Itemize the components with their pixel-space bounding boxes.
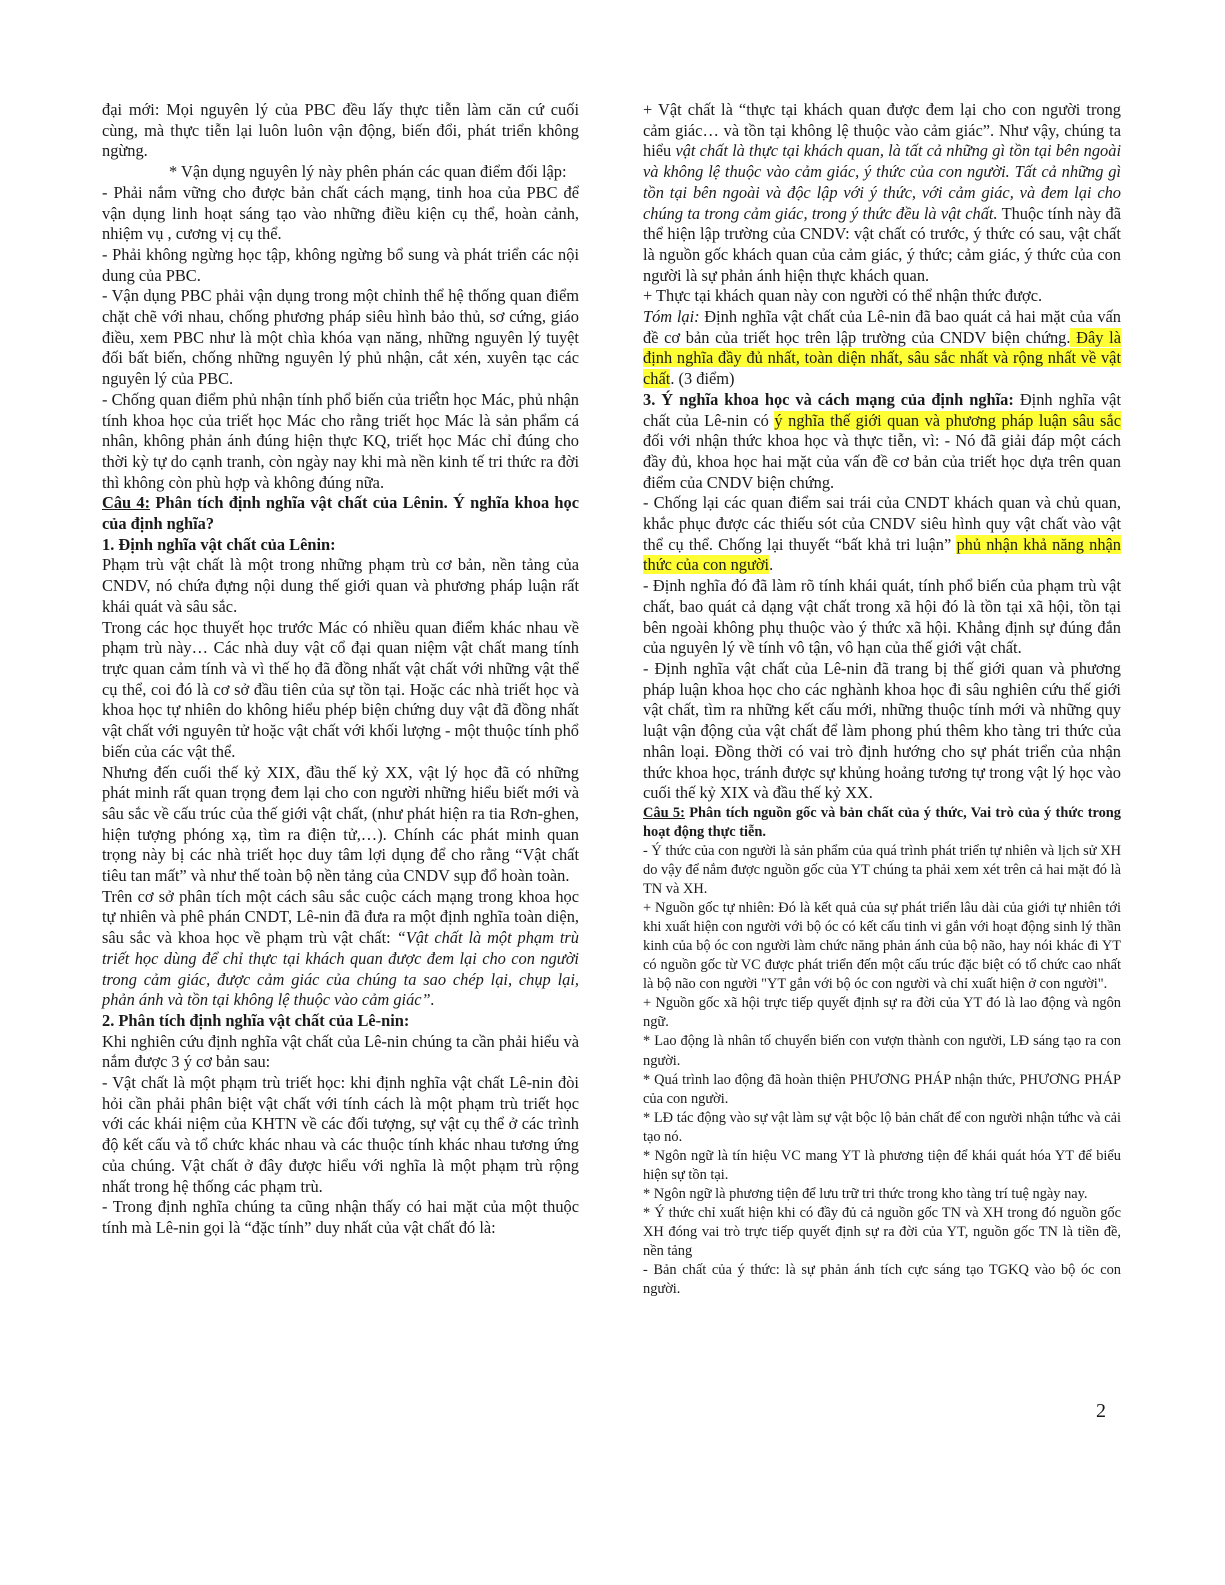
paragraph: + Nguồn gốc xã hội trực tiếp quyết định sự ra đời của YT đó là lao động và ngôn ngữ.	[643, 995, 1121, 1031]
paragraph: Khi nghiên cứu định nghĩa vật chất của Lê-nin chúng ta cần phải hiểu và nắm được 3 ý cơ bản sau:	[102, 1031, 579, 1072]
text-run: Định nghĩa vật chất của Lê-nin có	[643, 389, 1121, 430]
page-number: 2	[1096, 1400, 1106, 1422]
italic-run: vật chất là thực tại khách quan, là tất cả những gì tồn tại bên ngoài và không lệ thuộc vào cảm giác, ý thức của con người. Tất cả những gì tồn tại bên ngoài và độc lập với ý thức, với cảm giác, và đem lại cho chúng ta trong cảm giác, trong ý thức đều là vật chất.	[643, 141, 1121, 223]
paragraph	[643, 100, 1121, 286]
paragraph	[102, 887, 579, 1011]
paragraph: Phạm trù vật chất là một trong những phạm trù cơ bản, nền tảng của CNDV, nó chứa đựng nội dung thế giới quan và phương pháp luận rất khái quát và sâu sắc.	[102, 555, 579, 616]
section-heading: 1. Định nghĩa vật chất của Lênin:	[102, 534, 336, 554]
question-text: Phân tích định nghĩa vật chất của Lênin. Ý nghĩa khoa học của định nghĩa?	[102, 493, 579, 534]
paragraph	[643, 493, 1121, 576]
question-text: Phân tích nguồn gốc và bản chất của ý thức, Vai trò của ý thức trong hoạt động thực tiễn.	[643, 804, 1122, 840]
paragraph: - Định nghĩa vật chất của Lê-nin đã trang bị thế giới quan và phương pháp luận khoa học cho các nghành khoa học đi sâu nghiên cứu thế giới vật chất, tìm ra những kết cấu mới, những thuộc tính mới và những quy luật vận động của vật chất để làm phong phú thêm kho tàng tri thức của nhân loại. Đồng thời có vai trò định hướng cho sự phát triển của nhận thức khoa học, tránh được sự khủng hoảng tương tự trong vật lý học vào cuối thế kỷ XIX và đầu thế kỷ XX.	[643, 658, 1121, 803]
paragraph	[643, 307, 1121, 390]
paragraph: - Vật chất là một phạm trù triết học: khi định nghĩa vật chất Lê-nin đòi hỏi cần phải phân biệt vật chất với tính cách là một phạm trù triết học với các khái niệm của KHTN về các đối tượng, sự vật cụ thể ở các trình độ kết cấu và tổ chức khác nhau và các thuộc tính khác nhau tương ứng của chúng. Vật chất ở đây được hiểu với nghĩa là một phạm trù rộng nhất trong hệ thống các phạm trù.	[102, 1073, 579, 1196]
text-run: Thuộc tính này đã thể hiện lập trường của CNDV: vật chất có trước, ý thức có sau, vật chất là nguồn gốc khách quan của cảm giác, ý thức; cảm giác, ý thức của con người là sự phản ánh hiện thực khách quan.	[643, 203, 1121, 285]
paragraph	[643, 390, 1121, 494]
question-4-heading	[102, 493, 579, 534]
paragraph: - Ý thức của con người là sản phẩm của quá trình phát triển tự nhiên và lịch sử XH do vậy để nắm được nguồn gốc của YT chúng ta phải xem xét trên cả hai mặt đó là TN và XH.	[643, 843, 1121, 898]
paragraph: - Bản chất của ý thức: là sự phản ánh tích cực sáng tạo TGKQ vào bộ óc con người.	[643, 1262, 1121, 1298]
text-run: - Chống lại các quan điểm sai trái của CNDT khách quan và chủ quan, khắc phục được các thiếu sót của CNDV siêu hình quy vật chất vào vật thể cụ thể. Chống lại thuyết “bất khả tri luận”	[643, 493, 1121, 554]
paragraph: * Ngôn ngữ là phương tiện để lưu trữ tri thức trong kho tàng trí tuệ ngày nay.	[643, 1185, 1088, 1202]
paragraph: - Trong định nghĩa chúng ta cũng nhận thấy có hai mặt của một thuộc tính mà Lê-nin gọi là “đặc tính” duy nhất của vật chất đó là:	[102, 1197, 579, 1237]
paragraph: * Quá trình lao động đã hoàn thiện PHƯƠNG PHÁP nhận thức, PHƯƠNG PHÁP của con người.	[643, 1071, 1121, 1107]
text-run: . (3 điểm)	[670, 369, 735, 389]
highlighted-text: phủ nhận khả năng nhận thức của con người	[643, 534, 1121, 575]
paragraph: * Vận dụng nguyên lý này phên phán các quan điểm đối lập:	[169, 162, 567, 182]
paragraph: - Phải nắm vững cho được bản chất cách mạng, tinh hoa của PBC để vận dụng linh hoạt sáng tạo vào những điều kiện cụ thể, hoàn cảnh, nhiệm vụ , cương vị cụ thể.	[102, 182, 579, 244]
text-run: Định nghĩa vật chất của Lê-nin đã bao quát cả hai mặt của vấn đề cơ bản của triết học trên lập trường của CNDV biện chứng.	[643, 307, 1121, 347]
italic-run: Tóm lại:	[643, 307, 700, 327]
question-5-heading	[643, 804, 1121, 842]
text-run: đối với nhận thức khoa học và thực tiễn, vì: - Nó đã giải đáp một cách đầy đủ, khoa học hai mặt của vấn đề cơ bản của triết học dựa trên quan điểm của CNDV biện chứng.	[643, 431, 1121, 492]
left-column	[102, 100, 579, 1239]
paragraph: * Lao động là nhân tố chuyển biến con vượn thành con người, LĐ sáng tạo ra con người.	[643, 1033, 1121, 1069]
text-run: + Vật chất là “thực tại khách quan được đem lại cho con người trong cảm giác… và tồn tại không lệ thuộc vào cảm giác”. Như vậy, chúng ta hiểu	[643, 100, 1121, 161]
paragraph: đại mới: Mọi nguyên lý của PBC đều lấy thực tiễn làm căn cứ cuối cùng, mà thực tiễn lại luôn luôn vận động, biến đổi, phát triển không ngừng.	[102, 100, 579, 161]
definition-quote: “Vật chất là một phạm trù triết học dùng để chỉ thực tại khách quan được đem lại cho con người trong cảm giác, được cảm giác của chúng ta sao chép lại, chụp lại, phản ánh và tồn tại không lệ thuộc vào cảm giác”.	[102, 928, 579, 1010]
paragraph: - Chống quan điểm phủ nhận tính phổ biến của triết̀n học Mác, phủ nhận tính khoa học của triết học Mác cho rằng triết học Mác là sản phẩm cá nhân, không phản ánh đúng hiện thực KQ, triết học Mác chỉ đúng cho thời kỳ tự do cạnh tranh, còn ngày nay khi mà nền kinh tế tri thức ra đời thì không còn phù hợp và không đúng nữa.	[102, 389, 579, 492]
text-run: Trên cơ sở phân tích một cách sâu sắc cuộc cách mạng trong khoa học tự nhiên và phê phán CNDT, Lê-nin đã đưa ra một định nghĩa toàn diện, sâu sắc và khoa học về phạm trù vật chất:	[102, 886, 579, 948]
section-heading: 2. Phân tích định nghĩa vật chất của Lê-nin:	[102, 1010, 410, 1030]
paragraph: * Ngôn ngữ là tín hiệu VC mang YT là phương tiện để khái quát hóa YT để biểu hiện sự tồn tại.	[643, 1147, 1121, 1183]
paragraph: - Phải không ngừng học tập, không ngừng bổ sung và phát triển các nội dung của PBC.	[102, 244, 579, 285]
paragraph: Trong các học thuyết học trước Mác có nhiều quan điểm khác nhau về phạm trù này… Các nhà duy vật cổ đại quan niệm vật chất mang tính trực quan cảm tính và vì thế họ đã đồng nhất vật chất với những vật thể cụ thể, coi đó là cơ sở đầu tiên của sự tồn tại. Hoặc các nhà triết học và khoa học tự nhiên do không hiểu phép biện chứng duy vật đã đồng nhất vật chất với nguyên tử hoặc vật chất với khối lượng - một thuộc tính phổ biến của các vật thể.	[102, 617, 579, 761]
paragraph: Nhưng đến cuối thế kỷ XIX, đầu thế kỷ XX, vật lý học đã có những phát minh rất quan trọng đem lại cho con người những hiểu biết mới và sâu sắc về cấu trúc của thế giới vật chất, (như phát hiện ra tia Rơn-ghen, hiện tượng phóng xạ, tìm ra điện tử,…). Chính các phát minh quan trọng này bị các nhà triết học duy tâm lợi dụng để cho rằng “Vật chất tiêu tan mất” và như thế toàn bộ nền tảng của CNDV sụp đổ hoàn toàn.	[102, 762, 579, 886]
section-heading: 3. Ý nghĩa khoa học và cách mạng của định nghĩa:	[643, 389, 1014, 409]
highlighted-text: Đây là định nghĩa đầy đủ nhất, toàn diện nhất, sâu sắc nhất và rộng nhất về vật chất	[643, 327, 1121, 389]
paragraph: * Ý thức chỉ xuất hiện khi có đầy đủ cả nguồn gốc TN và XH trong đó nguồn gốc XH đóng vai trò trực tiếp quyết định sự ra đời của YT, nguồn gốc TN là tiền đề, nền tảng	[643, 1204, 1121, 1259]
paragraph: - Vận dụng PBC phải vận dụng trong một chỉnh thể hệ thống quan điểm chặt chẽ với nhau, chống phương pháp siêu hình bảo thủ, sơ cứng, giáo điều, xem PBC như là một chìa khóa vạn năng, những nguyên lý tuyệt đối bất biến, chống những nguyên lý phủ nhận, cắt xén, xuyên tạc các nguyên lý của PBC.	[102, 286, 579, 389]
text-run: .	[769, 555, 774, 575]
paragraph: + Thực tại khách quan này con người có thể nhận thức được.	[643, 286, 1043, 306]
paragraph: - Định nghĩa đó đã làm rõ tính khái quát, tính phổ biến của phạm trù vật chất, bao quát cả dạng vật chất trong xã hội đó là tồn tại xã hội, tồn tại bên ngoài không phụ thuộc vào ý thức xã hội. Khẳng định sự đúng đắn của nguyên lý về tính vô tận, vô hạn của thế giới vật chất.	[643, 576, 1121, 658]
paragraph: + Nguồn gốc tự nhiên: Đó là kết quả của sự phát triển lâu dài của giới tự nhiên tới khi xuất hiện con người với bộ óc có kết cấu tinh vi gắn với hoạt động sinh lý thần kinh của bộ óc con người làm chức năng phản ánh của bộ não, hay nói khác đi YT có nguồn gốc từ VC được phát triển đến một cấu trúc đặc biệt có tổ chức cao nhất là bộ não con người "YT gắn với bộ óc con người và chỉ xuất hiện ở con người".	[643, 900, 1121, 993]
question-label: Câu 5:	[643, 804, 685, 821]
right-column	[643, 100, 1121, 1299]
highlighted-text: ý nghĩa thế giới quan và phương pháp luận sâu sắc	[774, 410, 1121, 430]
question-label: Câu 4:	[102, 493, 151, 513]
paragraph: * LĐ tác động vào sự vật làm sự vật bộc lộ bản chất để con người nhận tứhc và cải tạo nó.	[643, 1109, 1121, 1145]
